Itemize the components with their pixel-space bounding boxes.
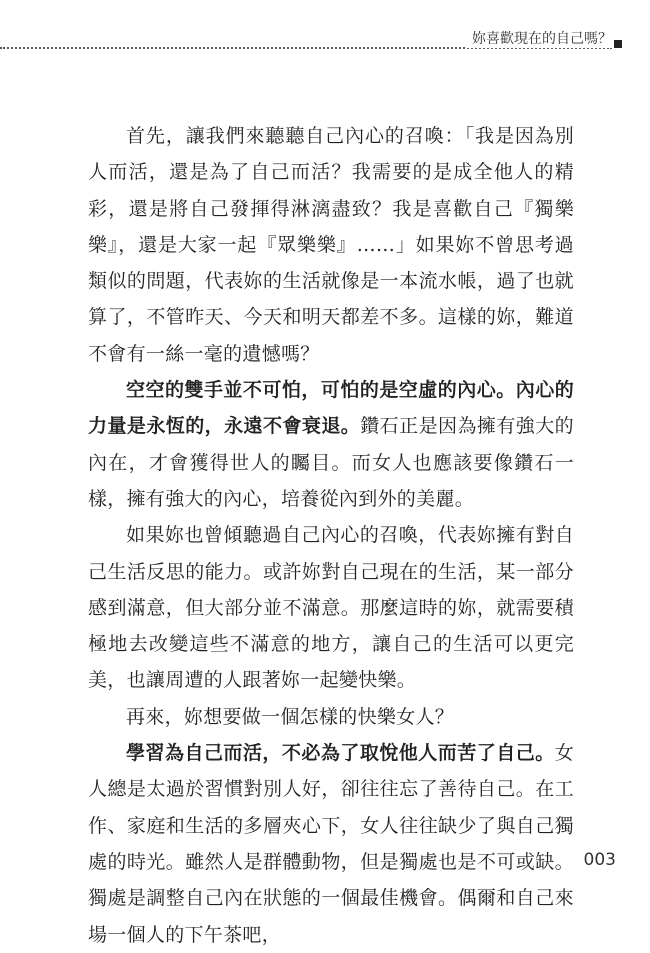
paragraph-5-bold: 學習為自己而活，不必為了取悅他人而苦了自己。 xyxy=(126,742,555,765)
paragraph-3: 如果妳也曾傾聽過自己內心的召喚，代表妳擁有對自己生活反思的能力。或許妳對自己現在的生活，某一部分感到滿意，但大部分並不滿意。那麼這時的妳，就需要積極地去改變這些不滿意的地方，讓自己的生活可以更完美，也讓周遭的人跟著妳一起變快樂。 xyxy=(88,524,574,692)
running-header xyxy=(0,0,650,60)
page-number: 003 xyxy=(583,850,616,870)
paragraph-2 xyxy=(88,372,574,517)
paragraph-5-rest: 女人總是太過於習慣對別人好，卻往往忘了善待自己。在工作、家庭和生活的多層夾心下，女人往往缺少了與自己獨處的時光。雖然人是群體動物，但是獨處也是不可或缺。獨處是調整自己內在狀態的一個最佳機會。偶爾和自己來場一個人的下午茶吧， xyxy=(88,742,574,946)
body-text xyxy=(88,118,574,953)
paragraph-5 xyxy=(88,735,574,953)
chapter-title: 妳喜歡現在的自己嗎？ xyxy=(466,30,612,48)
paragraph-4: 再來，妳想要做一個怎樣的快樂女人？ xyxy=(126,705,455,728)
paragraph-2-rest: 鑽石正是因為擁有強大的內在，才會獲得世人的矚目。而女人也應該要像鑽石一樣，擁有強大的內心，培養從內到外的美麗。 xyxy=(88,415,574,510)
header-square-mark xyxy=(614,40,622,48)
paragraph-2-bold: 空空的雙手並不可怕，可怕的是空虛的內心。內心的力量是永恆的，永遠不會衰退。 xyxy=(88,379,574,438)
paragraph-1: 首先，讓我們來聽聽自己內心的召喚：「我是因為別人而活，還是為了自己而活？我需要的是成全他人的精彩，還是將自己發揮得淋漓盡致？我是喜歡自己『獨樂樂』，還是大家一起『眾樂樂』……」如果妳不曾思考過類似的問題，代表妳的生活就像是一本流水帳，過了也就算了，不管昨天、今天和明天都差不多。這樣的妳，難道不會有一絲一毫的遺憾嗎？ xyxy=(88,125,574,365)
